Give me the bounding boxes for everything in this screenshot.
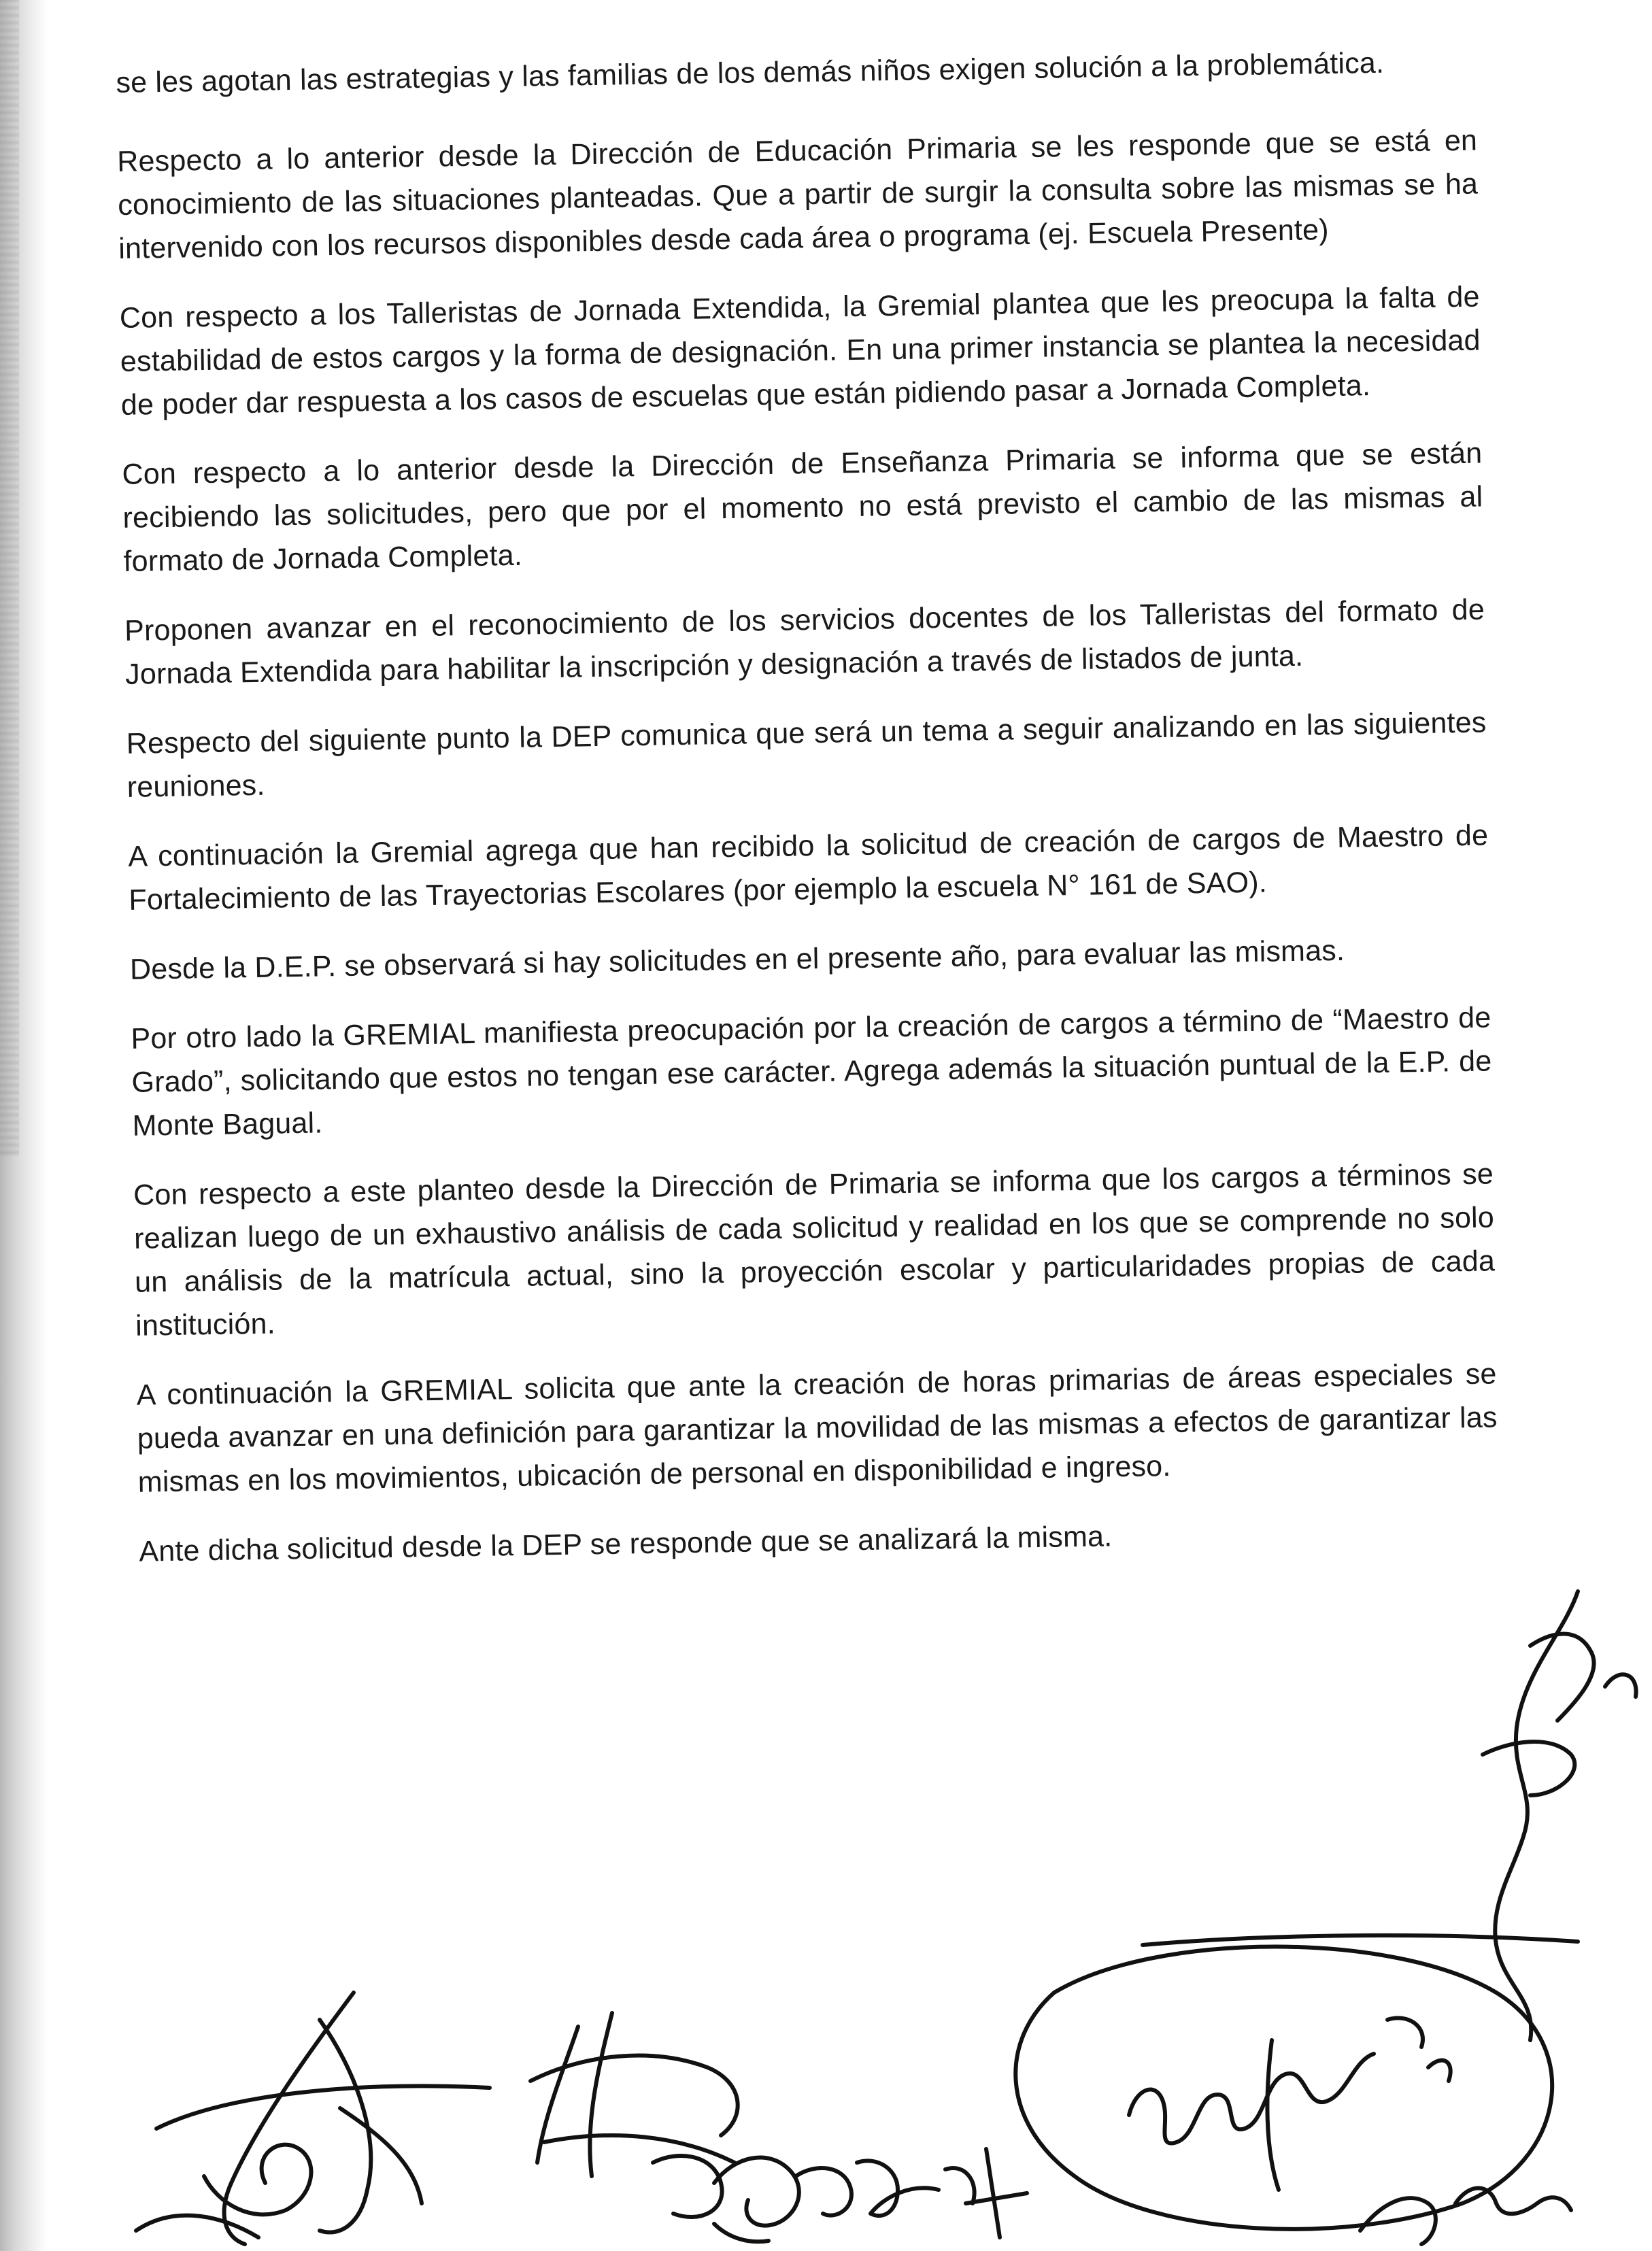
paragraph-11: A continuación la GREMIAL solicita que ante la creación de horas primarias de áreas especiales se pueda avanzar en una definición para garantizar la movilidad de las mismas a efectos de garantizar las mismas en los movimientos, ubicación de personal en disponibilidad e ingreso. [136, 1357, 1498, 1499]
paragraph-4: Con respecto a lo anterior desde la Dirección de Enseñanza Primaria se informa que se están recibiendo las solicitudes, pero que por el momento no está previsto el cambio de las mismas al formato de Jornada Completa. [122, 437, 1483, 578]
paragraph-5: Proponen avanzar en el reconocimiento de los servicios docentes de los Talleristas del formato de Jornada Extendida para habilitar la inscripción y designación a través de listados de junta. [124, 593, 1485, 691]
signatures-area [0, 1551, 1652, 2251]
margin-signature-icon [1495, 1591, 1578, 2040]
paragraph-10: Con respecto a este planteo desde la Dirección de Primaria se informa que los cargos a términos se realizan luego de un exhaustivo análisis de cada solicitud y realidad en los que se comprende no solo un análisis de la matrícula actual, sino la proyección escolar y particularidades propias de cada institución. [133, 1157, 1496, 1342]
paragraph-9: Por otro lado la GREMIAL manifiesta preocupación por la creación de cargos a término de “Maestro de Grado”, solicitando que estos no tengan ese carácter. Agrega además la situación puntual de la E.P. de Monte Bagual. [131, 1001, 1492, 1143]
paragraph-2: Respecto a lo anterior desde la Dirección de Educación Primaria se les responde que se está en conocimiento de las situaciones planteadas. Que a partir de surgir la consulta sobre las mismas se ha intervenido con los recursos disponibles desde cada área o programa (ej. Escuela Presente) [116, 124, 1479, 265]
signature-3-icon [714, 2158, 799, 2226]
document-body [116, 40, 1500, 1600]
paragraph-1: se les agotan las estrategias y las familias de los demás niños exigen solución a la problemática. [116, 46, 1385, 99]
paragraph-3: Con respecto a los Talleristas de Jornada Extendida, la Gremial plantea que les preocupa la falta de estabilidad de estos cargos y la forma de designación. En una primer instancia se plantea la necesidad de poder dar respuesta a los casos de escuelas que están pidiendo pasar a Jornada Completa. [119, 280, 1481, 422]
paragraph-7: A continuación la Gremial agrega que han recibido la solicitud de creación de cargos de Maestro de Fortalecimiento de las Trayectorias Escolares (por ejemplo la escuela N° 161 de SAO). [128, 819, 1489, 917]
paragraph-8: Desde la D.E.P. se observará si hay solicitudes en el presente año, para evaluar las mismas. [129, 934, 1345, 986]
paragraph-12: Ante dicha solicitud desde la DEP se responde que se analizará la misma. [139, 1520, 1113, 1568]
scan-noise-edge [0, 0, 19, 1156]
paragraph-6: Respecto del siguiente punto la DEP comunica que será un tema a seguir analizando en las siguientes reuniones. [126, 706, 1487, 804]
handwritten-signatures-icon [0, 1551, 1652, 2251]
signature-4-icon [1015, 1947, 1552, 2229]
